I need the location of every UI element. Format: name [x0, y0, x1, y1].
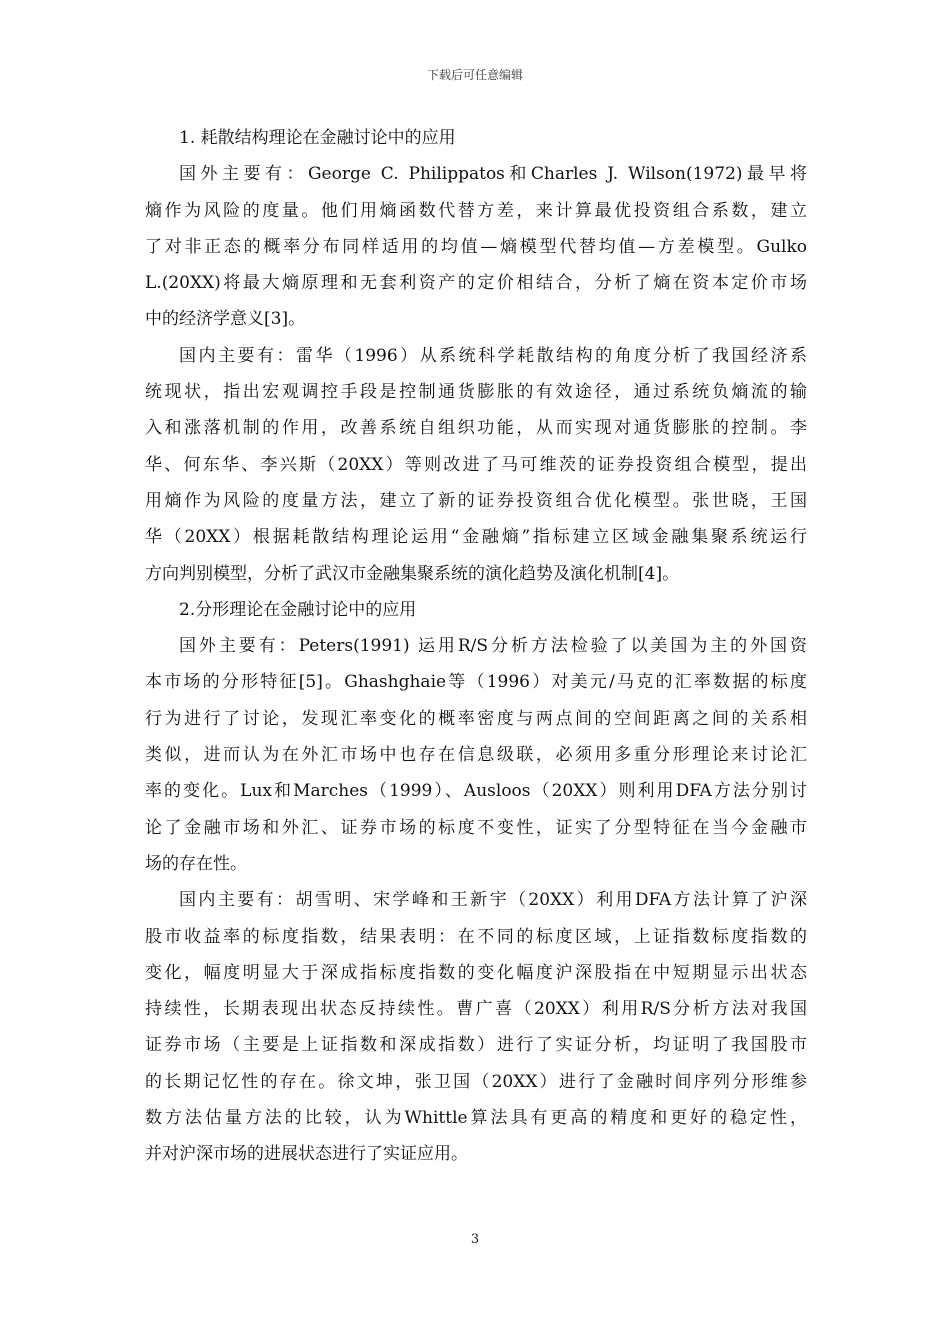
text-line: 持续性，长期表现出状态反持续性。曹广喜（20XX）利用R/S分析方法对我国 — [145, 999, 807, 1020]
text-line: 行为进行了讨论，发现汇率变化的概率密度与两点间的空间距离之间的关系相 — [145, 708, 807, 729]
text-line: L.(20XX)将最大熵原理和无套利资产的定价相结合，分析了熵在资本定价市场 — [145, 273, 807, 294]
text-line: 本市场的分形特征[5]。Ghashghaie等（1996）对美元/马克的汇率数据的标度 — [145, 672, 807, 693]
page-number: 3 — [470, 1232, 480, 1247]
text-line: 国内主要有：胡雪明、宋学峰和王新宇（20XX）利用DFA方法计算了沪深 — [179, 890, 807, 911]
text-line: 中的经济学意义[3]。 — [145, 309, 306, 330]
text-line: 熵作为风险的度量。他们用熵函数代替方差，来计算最优投资组合系数，建立 — [145, 200, 807, 221]
page-header: 下载后可任意编辑 — [426, 68, 523, 82]
text-line: 率的变化。Lux和Marches（1999）、Ausloos（20XX）则利用DFA方法分别讨 — [145, 781, 807, 802]
text-line: 的长期记忆性的存在。徐文坤，张卫国（20XX）进行了金融时间序列分形维参 — [145, 1071, 807, 1092]
text-line: 并对沪深市场的进展状态进行了实证应用。 — [145, 1144, 468, 1165]
text-line: 统现状，指出宏观调控手段是控制通货膨胀的有效途径，通过系统负熵流的输 — [145, 382, 807, 403]
text-line: 场的存在性。 — [145, 853, 247, 874]
text-line: 国外主要有：Peters(1991) 运用R/S分析方法检验了以美国为主的外国资 — [179, 636, 807, 657]
text-line: 了对非正态的概率分布同样适用的均值—熵模型代替均值—方差模型。Gulko — [145, 236, 807, 257]
text-line: 股市收益率的标度指数，结果表明：在不同的标度区域，上证指数标度指数的 — [145, 926, 807, 947]
text-line: 1. 耗散结构理论在金融讨论中的应用 — [179, 128, 456, 148]
text-line: 用熵作为风险的度量方法，建立了新的证券投资组合优化模型。张世晓，王国 — [145, 490, 807, 511]
text-line: 华、何东华、李兴斯（20XX）等则改进了马可维茨的证券投资组合模型，提出 — [145, 454, 807, 475]
text-line: 变化，幅度明显大于深成指标度指数的变化幅度沪深股指在中短期显示出状态 — [145, 962, 807, 983]
text-line: 类似，进而认为在外汇市场中也存在信息级联，必须用多重分形理论来讨论汇 — [145, 745, 807, 766]
text-line: 华（20XX）根据耗散结构理论运用“金融熵”指标建立区域金融集聚系统运行 — [145, 527, 807, 548]
text-line: 数方法估量方法的比较，认为Whittle算法具有更高的精度和更好的稳定性， — [145, 1108, 807, 1129]
text-line: 方向判别模型，分析了武汉市金融集聚系统的演化趋势及演化机制[4]。 — [145, 563, 680, 584]
text-line: 论了金融市场和外汇、证券市场的标度不变性，证实了分型特征在当今金融市 — [145, 817, 807, 838]
text-line: 证券市场（主要是上证指数和深成指数）进行了实证分析，均证明了我国股市 — [145, 1035, 807, 1056]
text-line: 国外主要有：George C. Philippatos和Charles J. Wilson(1972)最早将 — [179, 164, 807, 185]
text-line: 2.分形理论在金融讨论中的应用 — [179, 599, 417, 620]
document-body — [145, 120, 807, 1173]
text-line: 入和涨落机制的作用，改善系统自组织功能，从而实现对通货膨胀的控制。李 — [145, 418, 807, 439]
text-line: 国内主要有：雷华（1996）从系统科学耗散结构的角度分析了我国经济系 — [179, 345, 807, 366]
